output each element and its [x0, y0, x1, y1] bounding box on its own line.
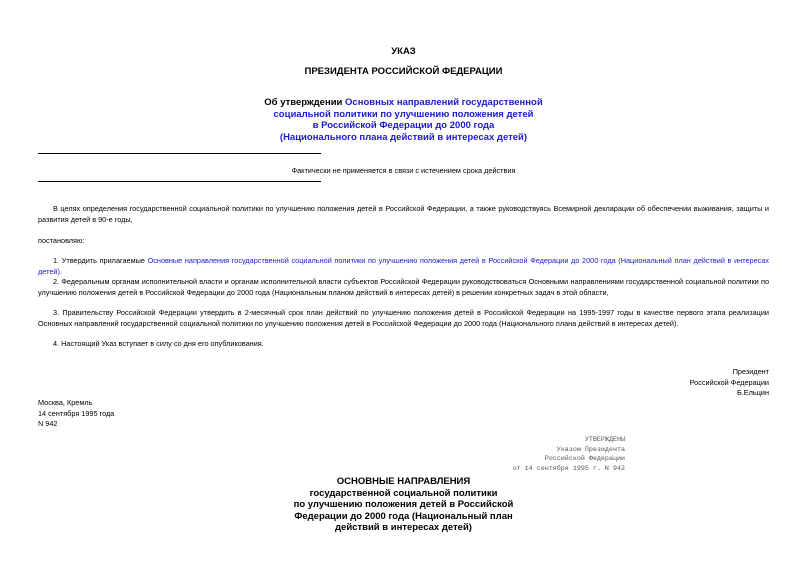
item-1-prefix: 1. Утвердить прилагаемые	[53, 256, 148, 265]
approval-stamp	[500, 436, 625, 474]
divider-bottom	[38, 181, 321, 182]
approval-line1: УТВЕРЖДЕНЫ	[584, 436, 625, 444]
annex-title-line5: действий в интересах детей)	[335, 522, 472, 533]
place: Москва, Кремль	[38, 398, 93, 407]
title-link-line4[interactable]: (Национального плана действий в интересах детей)	[279, 131, 528, 143]
item-2: 2. Федеральным органам исполнительной власти и органам исполнительной власти субъектов Российской Федерации руководствоваться Основными направлениями государственной социальной политики по улучшению положения детей в Российской Федерации до 2000 года (Национальным планом действий в интересах детей) в решении конкретных задач в этой области,	[38, 277, 769, 297]
item-3: 3. Правительству Российской Федерации утвердить в 2-месячный срок план действий по улучшению положения детей в Российской Федерации на 1995-1997 годы в качестве первого этапа реализации Основных направлений государственной социальной политики по улучшению положения детей в Российской Федерации до 2000 года (Национального плана действий в интересах детей).	[38, 308, 769, 328]
signature-country: Российской Федерации	[689, 377, 769, 387]
decree-issuer: ПРЕЗИДЕНТА РОССИЙСКОЙ ФЕДЕРАЦИИ	[304, 66, 503, 77]
signature-title: Президент	[732, 367, 769, 376]
decree-word: постановляю:	[38, 236, 85, 245]
decree-heading: УКАЗ	[391, 46, 416, 57]
decree-title	[230, 97, 577, 143]
title-prefix: Об утверждении	[264, 97, 346, 108]
annex-title	[230, 476, 577, 534]
annex-title-line4: Федерации до 2000 года (Национальный план	[294, 510, 513, 522]
place-date-block	[38, 398, 114, 430]
decree-number: N 942	[38, 419, 58, 428]
preamble-paragraph: В целях определения государственной социальной политики по улучшению положения детей в Российской Федерации, а также руководствуясь Всемирной декларации об обеспечении выживания, защиты и развития детей в 90-е годы,	[38, 204, 769, 224]
divider-top	[38, 153, 321, 154]
approval-line2: Указом Президента	[556, 445, 625, 454]
signature-block	[690, 367, 769, 399]
status-note: Фактически не применяется в связи с истечением срока действия	[291, 166, 516, 175]
approval-line3: Российской Федерации	[544, 455, 625, 464]
item-4: 4. Настоящий Указ вступает в силу со дня его опубликования.	[53, 339, 264, 348]
annex-title-line3: по улучшению положения детей в Российской	[293, 499, 514, 510]
title-link-line3[interactable]: в Российской Федерации до 2000 года	[312, 120, 495, 131]
item-1-link[interactable]: Основные направления государственной социальной политики по улучшению положения детей в Российской Федерации до 2000 года (Национальный план действий в интересах детей)	[38, 256, 769, 276]
signature-name: Б.Ельцин	[736, 388, 769, 397]
title-link-line2[interactable]: социальной политики по улучшению положения детей	[273, 108, 534, 120]
item-1	[38, 256, 769, 277]
date: 14 сентября 1995 года	[38, 408, 115, 418]
annex-title-line1: ОСНОВНЫЕ НАПРАВЛЕНИЯ	[336, 476, 471, 487]
approval-line4: от 14 сентября 1995 г. N 942	[512, 464, 625, 473]
annex-title-line2: государственной социальной политики	[309, 487, 498, 499]
title-link-line1[interactable]: Основных направлений государственной	[345, 97, 543, 108]
item-1-suffix: .	[59, 266, 62, 276]
